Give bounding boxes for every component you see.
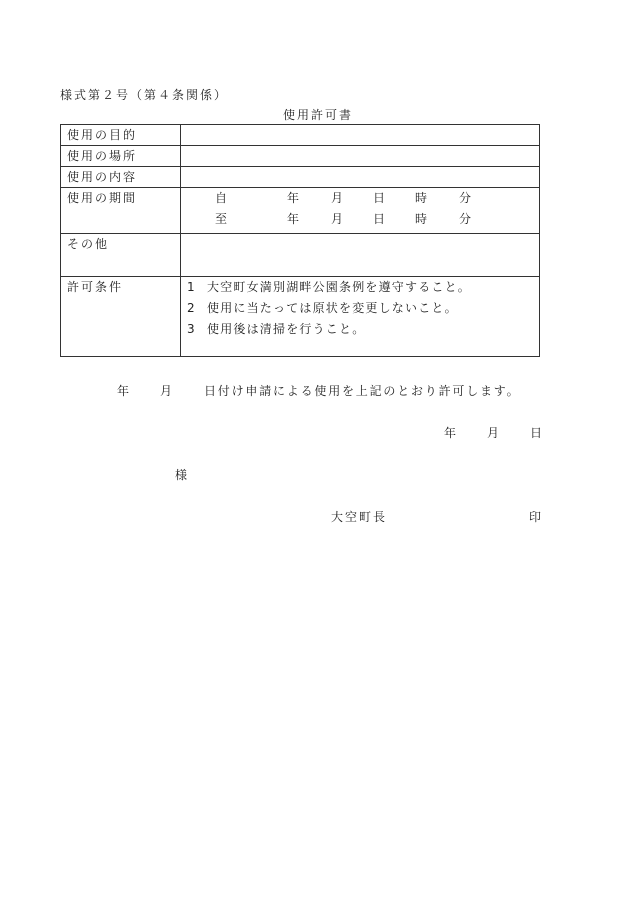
issue-date-month: 月 bbox=[487, 426, 500, 440]
content-label: 使用の内容 bbox=[61, 167, 181, 188]
period-to-day: 日 bbox=[373, 212, 386, 226]
permit-form-table bbox=[60, 124, 540, 357]
other-value bbox=[181, 234, 540, 277]
statement-month: 月 bbox=[160, 384, 173, 398]
condition-item: 1 大空町女満別湖畔公園条例を遵守すること。 bbox=[187, 280, 472, 294]
period-to-minute: 分 bbox=[459, 212, 472, 226]
issue-date-year: 年 bbox=[444, 426, 457, 440]
content-value bbox=[181, 167, 540, 188]
table-row bbox=[61, 188, 540, 234]
seal-mark: 印 bbox=[529, 510, 542, 524]
addressee-suffix: 様 bbox=[175, 468, 188, 482]
period-to-hour: 時 bbox=[415, 212, 428, 226]
location-label: 使用の場所 bbox=[61, 146, 181, 167]
period-value bbox=[181, 188, 540, 234]
statement-year: 年 bbox=[117, 384, 130, 398]
document-title: 使用許可書 bbox=[283, 108, 354, 122]
period-from-hour: 時 bbox=[415, 191, 428, 205]
condition-item: 2 使用に当たっては原状を変更しないこと。 bbox=[187, 301, 458, 315]
purpose-label: 使用の目的 bbox=[61, 125, 181, 146]
period-from-month: 月 bbox=[331, 191, 344, 205]
period-from-minute: 分 bbox=[459, 191, 472, 205]
table-row bbox=[61, 167, 540, 188]
conditions-label: 許可条件 bbox=[61, 277, 181, 357]
purpose-value bbox=[181, 125, 540, 146]
condition-item: 3 使用後は清掃を行うこと。 bbox=[187, 322, 366, 336]
period-to-month: 月 bbox=[331, 212, 344, 226]
conditions-value bbox=[181, 277, 540, 357]
table-row bbox=[61, 234, 540, 277]
issuer-title: 大空町長 bbox=[331, 510, 388, 524]
period-from-line bbox=[187, 188, 533, 209]
table-row bbox=[61, 125, 540, 146]
period-label: 使用の期間 bbox=[61, 188, 181, 234]
period-to-marker: 至 bbox=[215, 212, 228, 226]
period-from-day: 日 bbox=[373, 191, 386, 205]
period-to-year: 年 bbox=[287, 212, 300, 226]
other-label: その他 bbox=[61, 234, 181, 277]
table-row bbox=[61, 277, 540, 357]
period-from-year: 年 bbox=[287, 191, 300, 205]
period-to-line bbox=[187, 209, 533, 230]
location-value bbox=[181, 146, 540, 167]
form-number: 様式第２号（第４条関係） bbox=[60, 88, 229, 102]
issue-date-day: 日 bbox=[530, 426, 543, 440]
table-row bbox=[61, 146, 540, 167]
period-from-marker: 自 bbox=[215, 191, 228, 205]
statement-text: 日付け申請による使用を上記のとおり許可します。 bbox=[204, 384, 521, 398]
